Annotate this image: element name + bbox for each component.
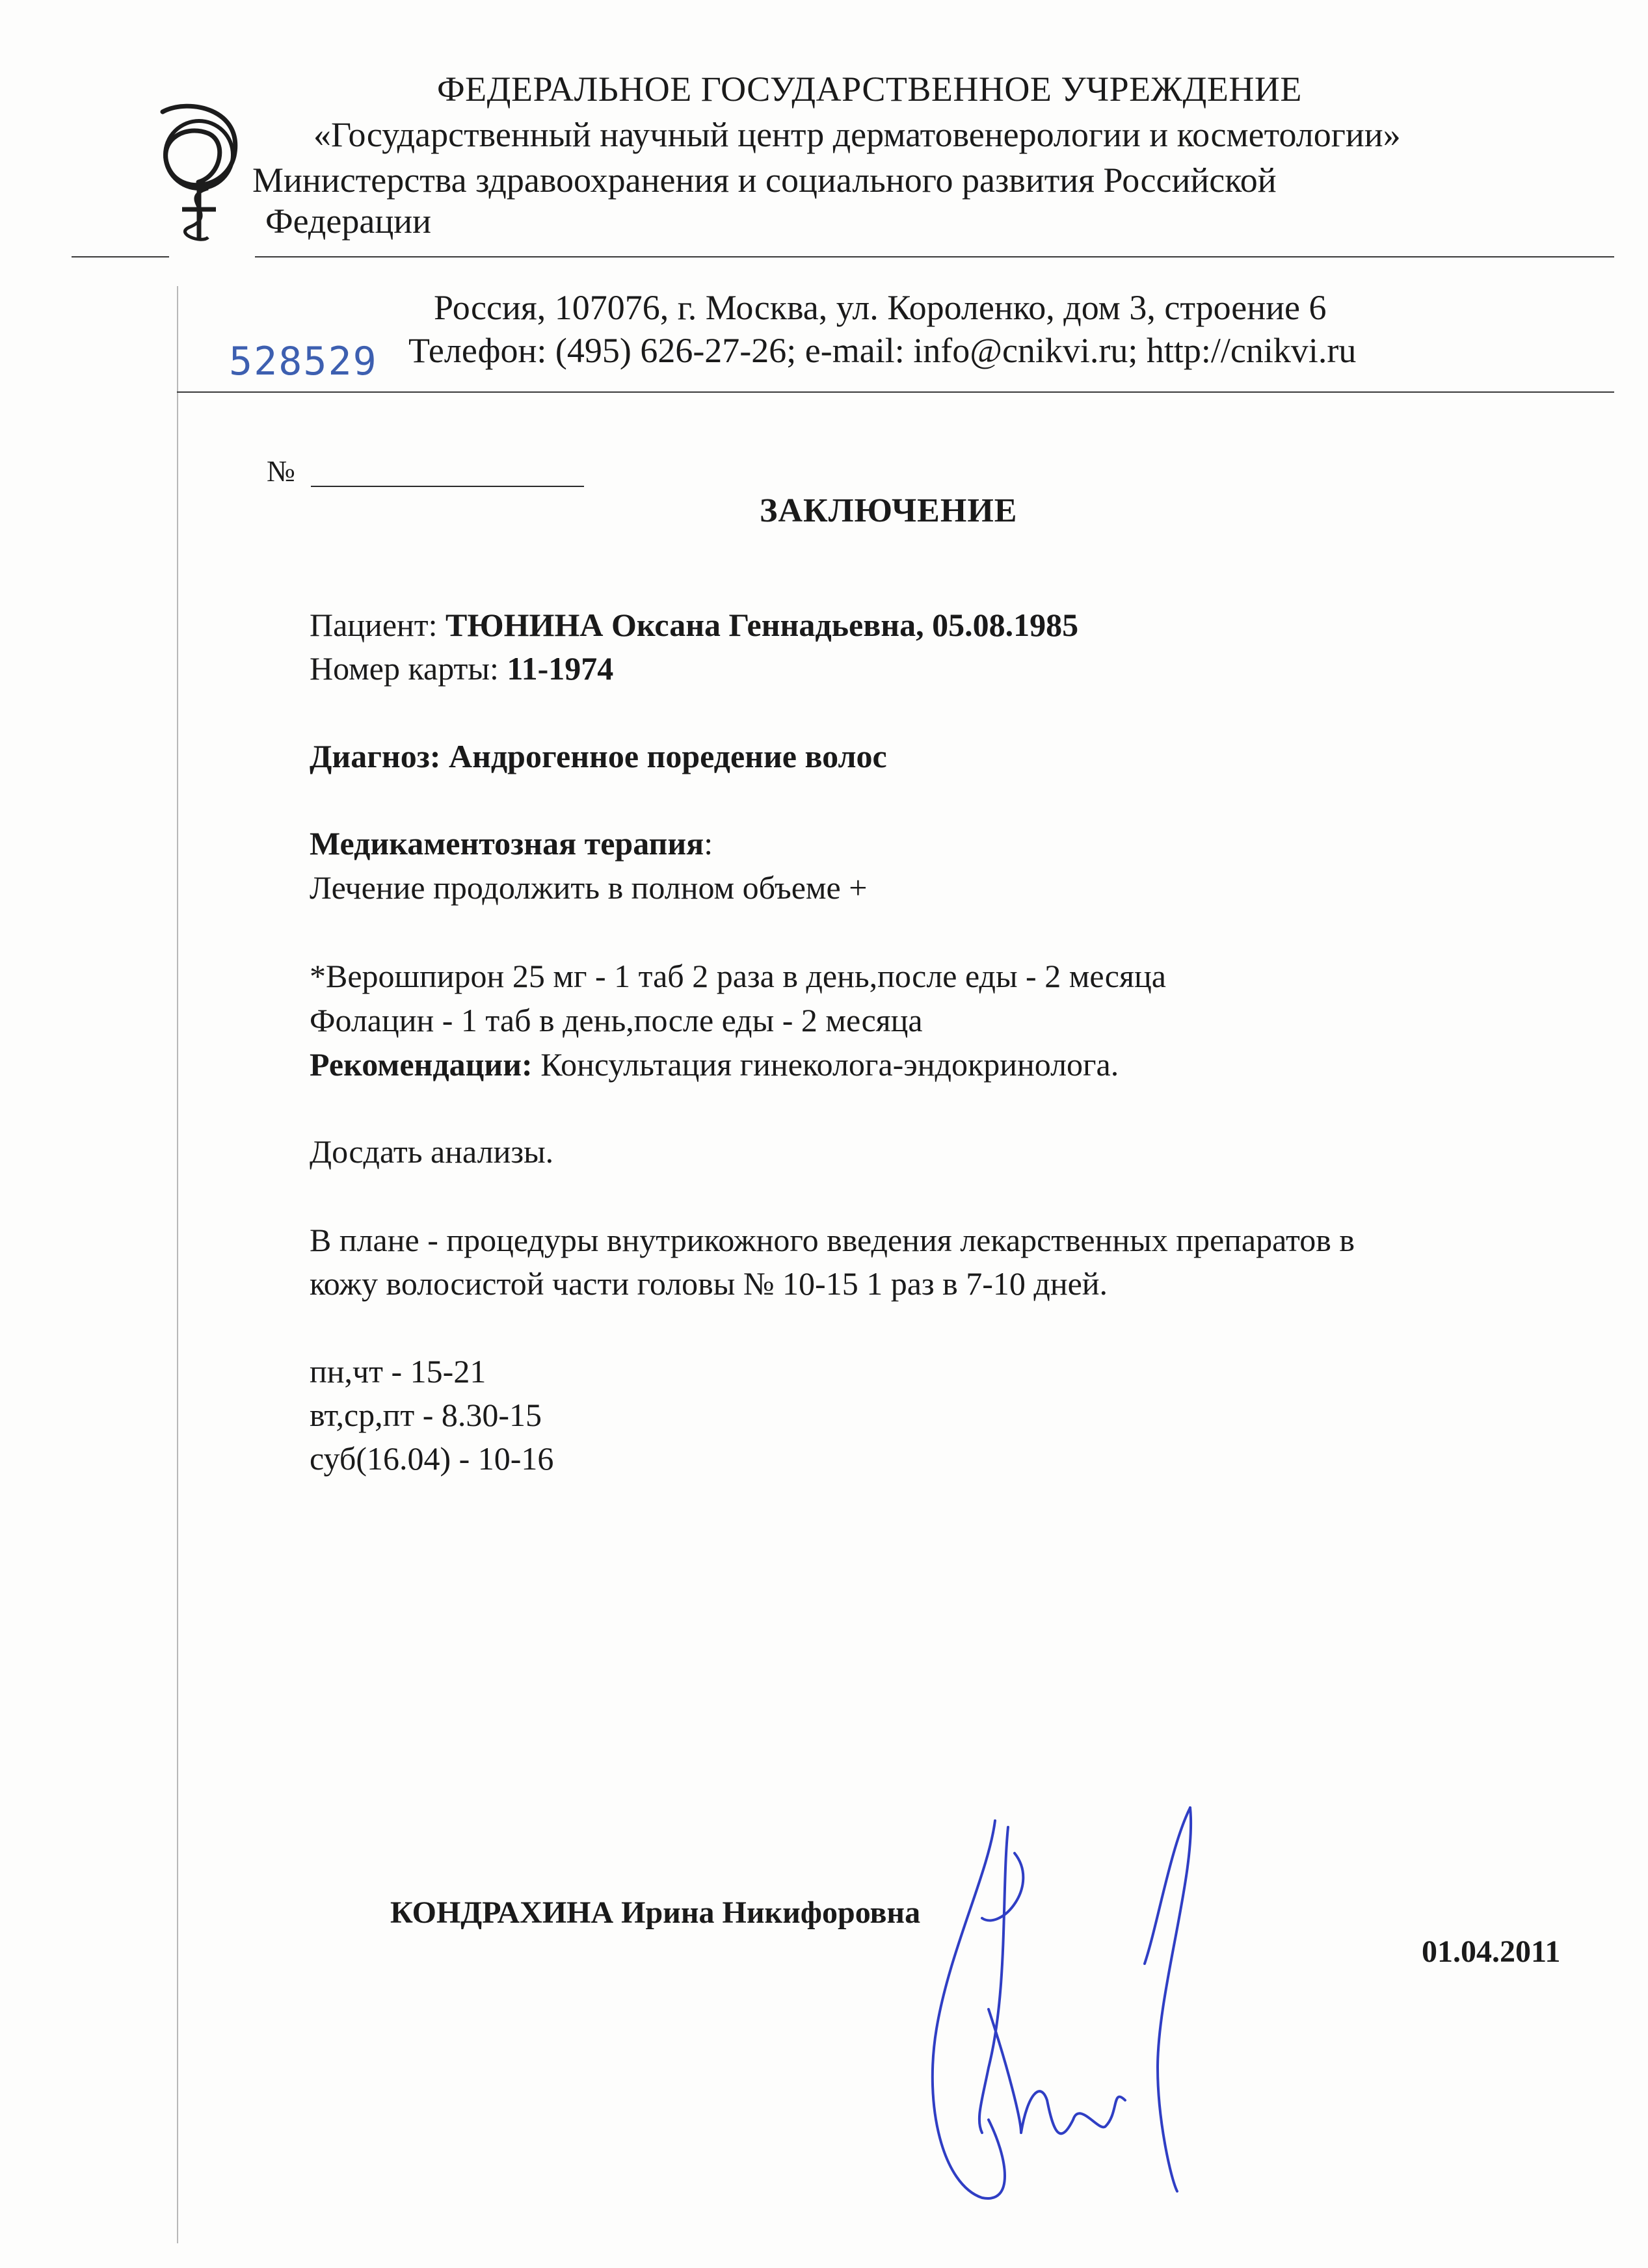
document-title: ЗАКЛЮЧЕНИЕ [760,492,1018,529]
document-date: 01.04.2011 [1422,1934,1561,1969]
schedule-item: вт,ср,пт - 8.30-15 [310,1397,542,1433]
tests-note: Досдать анализы. [310,1133,554,1170]
document-number-label: № [267,455,295,488]
patient-line [310,603,1078,646]
address: Россия, 107076, г. Москва, ул. Короленко, дом 3, строение 6 [434,288,1327,327]
plan-line-2: кожу волосистой части головы № 10-15 1 раз в 7-10 дней. [310,1265,1108,1302]
contacts-divider [177,391,1614,393]
schedule-item: суб(16.04) - 10-16 [310,1440,554,1477]
left-margin-line [177,286,178,2243]
prescription-item: Фолацин - 1 таб в день,после еды - 2 месяца [310,1002,923,1038]
ministry-line-1: Министерства здравоохранения и социального развития Российской [252,161,1277,200]
diagnosis: Диагноз: Андрогенное поредение волос [310,738,887,774]
patient-label: Пациент: [310,607,446,643]
prescription-item: *Верошпирон 25 мг - 1 таб 2 раза в день,после еды - 2 месяца [310,958,1166,994]
recommendations-line [310,1043,1119,1086]
recommendations-text: Консультация гинеколога-эндокринолога. [532,1046,1119,1083]
card-line [310,647,613,690]
header-divider-left [72,256,169,257]
therapy-continue: Лечение продолжить в полном объеме + [310,869,868,906]
institution-name: «Государственный научный центр дерматовенерологии и косметологии» [313,115,1401,154]
contacts: Телефон: (495) 626-27-26; e-mail: info@cnikvi.ru; http://cnikvi.ru [408,331,1357,370]
stamp-number: 528529 [229,339,378,384]
recommendations-label: Рекомендации: [310,1046,533,1083]
handwritten-signature [910,1795,1249,2217]
institution-type: ФЕДЕРАЛЬНОЕ ГОСУДАРСТВЕННОЕ УЧРЕЖДЕНИЕ [437,70,1302,109]
female-symbol-snake-icon [137,98,260,247]
plan-line-1: В плане - процедуры внутрикожного введения лекарственных препаратов в [310,1222,1355,1258]
header-divider [255,256,1614,257]
schedule-item: пн,чт - 15-21 [310,1353,486,1390]
therapy-heading: Медикаментозная терапия [310,825,704,862]
card-number: 11-1974 [507,650,614,687]
ministry-line-2: Федерации [265,202,432,241]
therapy-heading-colon: : [704,825,713,862]
signer-name: КОНДРАХИНА Ирина Никифоровна [390,1895,921,1930]
patient-name: ТЮНИНА Оксана Геннадьевна, 05.08.1985 [445,607,1079,643]
document-number-blank [311,486,584,487]
card-label: Номер карты: [310,650,507,687]
therapy-heading-line [310,822,713,865]
